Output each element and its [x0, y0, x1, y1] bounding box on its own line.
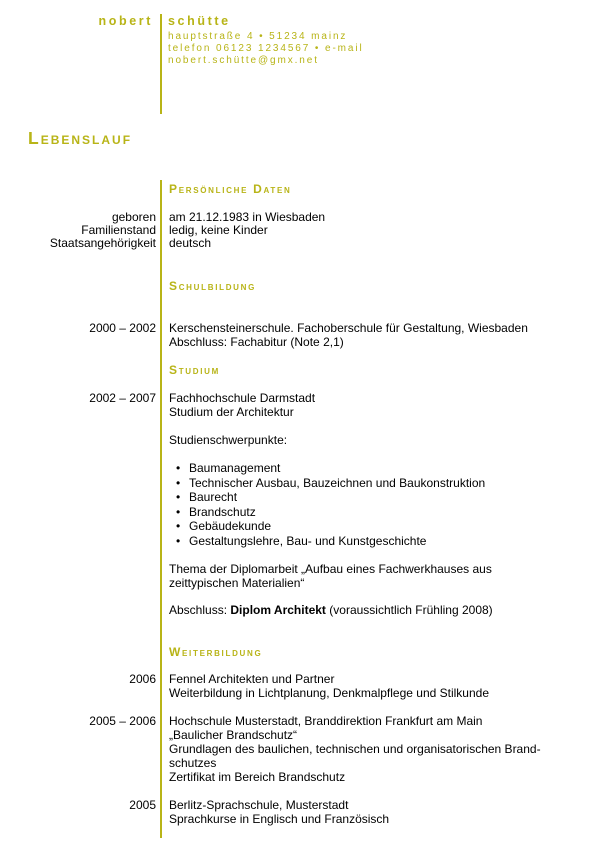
- degree-note: (voraussichtlich Frühling 2008): [325, 603, 493, 617]
- first-name: nobert: [98, 14, 153, 28]
- email-link[interactable]: nobert.schütte@gmx.net: [168, 55, 319, 66]
- list-item: • Technischer Ausbau, Bauzeichnen und Baukonstruktion: [176, 476, 485, 491]
- study-focus-list: [176, 461, 485, 548]
- training-period: 2005 – 2006: [89, 714, 156, 728]
- study-focus-label: Studienschwerpunkte:: [169, 433, 288, 447]
- address-line: hauptstraße 4 • 51234 mainz: [168, 31, 348, 42]
- value-marital-status: ledig, keine Kinder: [169, 223, 268, 237]
- degree-prefix: Abschluss:: [169, 603, 231, 617]
- thesis-line-2: zeittypischen Materialien“: [169, 576, 305, 590]
- header-divider: [160, 14, 162, 114]
- section-heading-school: Schulbildung: [169, 279, 257, 293]
- school-name: Kerschensteinerschule. Fachoberschule für Gestaltung, Wiesbaden: [169, 321, 528, 335]
- training-line: Sprachkurse in Englisch und Französisch: [169, 812, 390, 826]
- training-line: Grundlagen des baulichen, technischen und organisatorischen Brand-: [169, 742, 541, 756]
- training-line: Weiterbildung in Lichtplanung, Denkmalpflege und Stilkunde: [169, 686, 489, 700]
- list-item: • Baurecht: [176, 490, 485, 505]
- label-nationality: Staatsangehörigkeit: [49, 236, 156, 250]
- thesis-line-1: Thema der Diplomarbeit „Aufbau eines Fachwerkhauses aus: [169, 562, 492, 576]
- training-line: „Baulicher Brandschutz“: [169, 728, 298, 742]
- section-heading-training: Weiterbildung: [169, 645, 263, 659]
- section-heading-study: Studium: [169, 363, 221, 377]
- list-item: • Baumanagement: [176, 461, 485, 476]
- last-name: schütte: [168, 14, 231, 28]
- page-title: Lebenslauf: [28, 128, 133, 148]
- degree-title: Diplom Architekt: [230, 603, 326, 617]
- list-item: • Gebäudekunde: [176, 519, 485, 534]
- training-line: Zertifikat im Bereich Brandschutz: [169, 770, 346, 784]
- school-degree: Abschluss: Fachabitur (Note 2,1): [169, 335, 344, 349]
- section-heading-personal: Persönliche Daten: [169, 182, 292, 196]
- school-period: 2000 – 2002: [89, 321, 156, 335]
- training-period: 2006: [129, 672, 156, 686]
- study-period: 2002 – 2007: [89, 391, 156, 405]
- training-line: Hochschule Musterstadt, Branddirektion Frankfurt am Main: [169, 714, 483, 728]
- training-line: Fennel Architekten und Partner: [169, 672, 335, 686]
- label-born: geboren: [111, 210, 156, 224]
- value-nationality: deutsch: [169, 236, 212, 250]
- study-degree: [169, 603, 493, 617]
- training-period: 2005: [129, 798, 156, 812]
- label-marital-status: Familienstand: [81, 223, 156, 237]
- list-item: • Gestaltungslehre, Bau- und Kunstgeschichte: [176, 534, 485, 549]
- training-line: Berlitz-Sprachschule, Musterstadt: [169, 798, 349, 812]
- main-divider: [160, 180, 162, 838]
- study-subject: Studium der Architektur: [169, 405, 294, 419]
- study-school: Fachhochschule Darmstadt: [169, 391, 316, 405]
- value-born: am 21.12.1983 in Wiesbaden: [169, 210, 326, 224]
- phone-line: telefon 06123 1234567 • e-mail: [168, 43, 364, 54]
- training-line: schutzes: [169, 756, 217, 770]
- list-item: • Brandschutz: [176, 505, 485, 520]
